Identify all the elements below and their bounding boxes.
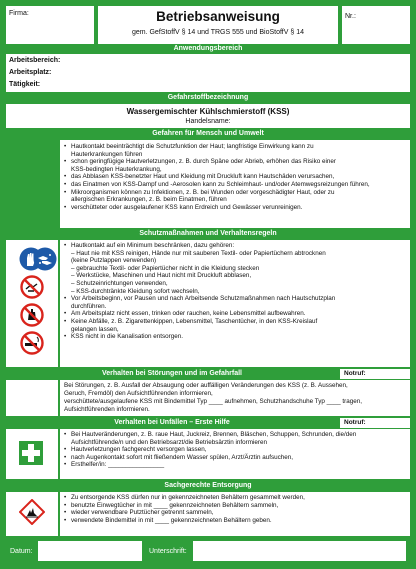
list-item: Hauterkrankungen führen	[71, 150, 143, 158]
list-item: • Hautverletzungen fachgerecht versorgen lassen,	[64, 446, 404, 454]
taetigkeit-label: Tätigkeit:	[9, 81, 41, 88]
nr-label: Nr.:	[345, 13, 356, 20]
list-item: • Hautkontakt beeinträchtigt die Schutzfunktion der Haut; langfristige Einwirkung kann zu	[64, 143, 404, 151]
list-item: gelangen lassen,	[71, 325, 119, 333]
list-item: – gebrauchte Textil- oder Papiertücher nicht in die Kleidung stecken	[71, 264, 260, 272]
arbeitsplatz-label: Arbeitsplatz:	[9, 69, 52, 76]
unterschrift-label: Unterschrift:	[149, 548, 187, 555]
stoerungen-line-4: Aufsichtführenden informieren.	[64, 405, 150, 413]
list-item: – Haut nie mit KSS reinigen, Hände nur mit sauberen Textil- oder Papiertüchern abtrocknen	[71, 249, 326, 257]
gefahrstoff-heading: Gefahrstoffbezeichnung	[6, 93, 410, 103]
anwendungsbereich-heading: Anwendungsbereich	[6, 44, 410, 54]
no-compressed-air-icon	[20, 275, 44, 299]
schutz-heading: Schutzmaßnahmen und Verhaltensregeln	[6, 229, 410, 239]
list-item: • Ersthelfer/in: ________________	[64, 461, 404, 469]
list-item: • Hautkontakt auf ein Minimum beschränken, dazu gehören:	[64, 242, 404, 250]
list-item: • Am Arbeitsplatz nicht essen, trinken oder rauchen, keine Lebensmittel aufbewahren.	[64, 310, 404, 318]
list-item: • verwendete Bindemittel in mit ____ gekennzeichneten Behältern geben.	[64, 517, 404, 525]
list-item: • das Abblasen KSS-benetzter Haut und Kleidung mit Druckluft kann Hautschäden verursachen,	[64, 173, 404, 181]
gefahren-heading: Gefahren für Mensch und Umwelt	[6, 129, 410, 139]
list-item: KSS-bedingten Hauterkrankung,	[71, 165, 162, 173]
datum-field[interactable]	[38, 541, 142, 561]
handelsname-label: Handelsname:	[185, 118, 231, 125]
list-item: • Keine Abfälle, z. B. Zigarettenkippen, Lebensmittel, Taschentücher, in den KSS-Kreislauf	[64, 318, 404, 326]
schutz-list	[64, 242, 404, 341]
list-item: • nach Augenkontakt sofort mit fließendem Wasser spülen, Arzt/Ärztin aufsuchen,	[64, 454, 404, 462]
list-item: – Werkstücke, Maschinen und Haut nicht mit Druckluft abblasen,	[71, 272, 252, 280]
hand-wash-icon	[33, 247, 57, 271]
stoerungen-icon-column	[6, 380, 58, 416]
list-item: • KSS nicht in die Kanalisation entsorgen.	[64, 333, 404, 341]
unfaelle-notruf-field[interactable]: Notruf:	[340, 418, 410, 428]
list-item: • das Einatmen von KSS-Dampf und -Aerosolen kann zu Schleimhaut- und/oder Atemwegsreizungen führen,	[64, 181, 404, 189]
entsorgung-list	[64, 494, 404, 524]
arbeitsbereich-label: Arbeitsbereich:	[9, 57, 61, 64]
list-item: • verschütteter oder ausgelaufener KSS kann Erdreich und Gewässer verunreinigen.	[64, 204, 404, 212]
environment-hazard-icon	[19, 499, 45, 525]
stoerungen-line-2: Geruch, Fremdöl) den Aufsichtführenden informieren,	[64, 389, 213, 397]
stoerungen-notruf-field[interactable]: Notruf:	[340, 369, 410, 379]
no-smoking-icon	[20, 331, 44, 355]
unterschrift-field[interactable]	[193, 541, 406, 561]
datum-label: Datum:	[10, 548, 33, 555]
entsorgung-heading: Sachgerechte Entsorgung	[6, 481, 410, 491]
list-item: – KSS-durchtränkte Kleidung sofort wechseln,	[71, 287, 200, 295]
list-item: • Vor Arbeitsbeginn, vor Pausen und nach Arbeitsende Schutzmaßnahmen nach Hautschutzplan	[64, 295, 404, 303]
unfaelle-heading: Verhalten bei Unfällen – Erste Hilfe	[6, 418, 338, 428]
list-item: allergischen Erkrankungen, z. B. beim Einatmen, führen	[71, 196, 227, 204]
list-item: • Mikroorganismen können zu Infektionen, z. B. bei Wunden oder vorgeschädigter Haut, oder zu	[64, 189, 404, 197]
stoerungen-line-3: verschüttete/ausgelaufene KSS mit Bindemittel Typ ____ aufnehmen, Schutzhandschuhe Typ ____ tragen,	[64, 398, 363, 405]
list-item: – Schutzeinrichtungen verwenden,	[71, 279, 168, 287]
list-item: Aufsichtführende/n und den Betriebsarzt/die Betriebsärztin informieren	[71, 438, 268, 446]
list-item: • wieder verwendbare Putztücher getrennt sammeln,	[64, 509, 404, 517]
list-item: (keine Putzlappen verwenden)	[71, 257, 157, 265]
anwendungsbereich-panel	[6, 54, 410, 92]
stoerungen-heading: Verhalten bei Störungen und im Gefahrfall	[6, 369, 338, 379]
unfaelle-list	[64, 431, 404, 469]
list-item: • Zu entsorgende KSS dürfen nur in gekennzeichneten Behältern gesammelt werden,	[64, 494, 404, 502]
list-item: • schon geringfügige Hautverletzungen, z. B. durch Späne oder Abrieb, erhöhen das Risiko einer	[64, 158, 404, 166]
substance-name: Wassergemischter Kühlschmierstoff (KSS)	[126, 107, 290, 116]
page-title: Betriebsanweisung	[156, 9, 280, 24]
list-item: • Bei Hautveränderungen, z. B. raue Haut, Juckreiz, Brennen, Bläschen, Schuppen, Schrunden, die/den	[64, 431, 404, 439]
firma-label: Firma:	[9, 10, 29, 17]
list-item: • benutzte Einwegtücher in mit ____ gekennzeichneten Behältern sammeln,	[64, 502, 404, 510]
stoerungen-line-1: Bei Störungen, z. B. Ausfall der Absaugung oder auffälligen Veränderungen des KSS (z. B. Aussehen,	[64, 382, 348, 389]
page-subtitle: gem. GefStoffV § 14 und TRGS 555 und BioStoffV § 14	[131, 29, 304, 36]
gefahren-list	[64, 143, 404, 211]
no-eating-icon	[20, 303, 44, 327]
list-item: durchführen.	[71, 302, 107, 310]
first-aid-icon	[19, 441, 43, 465]
